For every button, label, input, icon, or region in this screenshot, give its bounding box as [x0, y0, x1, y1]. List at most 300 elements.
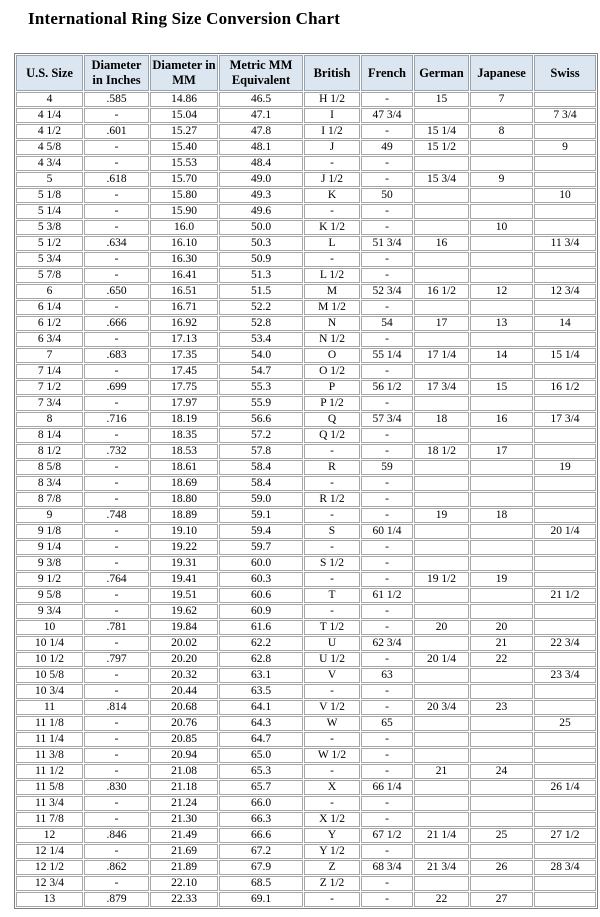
table-cell: 56.6 — [219, 412, 303, 427]
table-cell — [534, 156, 596, 171]
table-cell: 15.40 — [150, 140, 218, 155]
table-cell: 4 5/8 — [16, 140, 83, 155]
column-header: U.S. Size — [16, 55, 83, 91]
table-row — [16, 540, 596, 555]
table-cell: 8 1/4 — [16, 428, 83, 443]
table-cell: U 1/2 — [304, 652, 360, 667]
table-cell: 15.27 — [150, 124, 218, 139]
table-cell: 64.7 — [219, 732, 303, 747]
table-cell: 14.86 — [150, 92, 218, 107]
table-cell — [414, 636, 469, 651]
table-cell — [534, 124, 596, 139]
table-cell: 53.4 — [219, 332, 303, 347]
table-cell: 49 — [361, 140, 413, 155]
table-cell: 10 — [534, 188, 596, 203]
table-cell: 58.4 — [219, 460, 303, 475]
table-row — [16, 252, 596, 267]
table-cell: 11 3/4 — [534, 236, 596, 251]
table-cell: 47.1 — [219, 108, 303, 123]
table-cell: 17.75 — [150, 380, 218, 395]
table-cell — [470, 796, 533, 811]
table-cell: - — [84, 204, 149, 219]
table-cell: V 1/2 — [304, 700, 360, 715]
table-cell — [534, 572, 596, 587]
table-cell: - — [361, 204, 413, 219]
table-cell: 21.49 — [150, 828, 218, 843]
table-cell: - — [84, 396, 149, 411]
table-cell: 7 3/4 — [534, 108, 596, 123]
table-row — [16, 716, 596, 731]
table-cell: 16 1/2 — [414, 284, 469, 299]
table-cell: .618 — [84, 172, 149, 187]
table-cell: Y 1/2 — [304, 844, 360, 859]
column-header: Metric MM Equivalent — [219, 55, 303, 91]
table-cell: - — [84, 140, 149, 155]
table-cell — [470, 428, 533, 443]
table-cell: 52.2 — [219, 300, 303, 315]
table-cell — [414, 540, 469, 555]
table-cell: - — [84, 732, 149, 747]
table-cell — [470, 156, 533, 171]
table-row — [16, 476, 596, 491]
table-cell — [534, 700, 596, 715]
table-cell — [470, 204, 533, 219]
table-cell — [414, 556, 469, 571]
table-cell: 68.5 — [219, 876, 303, 891]
table-cell: 63.5 — [219, 684, 303, 699]
table-cell: 19.84 — [150, 620, 218, 635]
table-cell — [470, 108, 533, 123]
table-cell: 51 3/4 — [361, 236, 413, 251]
table-cell — [470, 716, 533, 731]
table-row — [16, 188, 596, 203]
table-cell — [470, 364, 533, 379]
table-cell: - — [84, 604, 149, 619]
table-cell: 60.3 — [219, 572, 303, 587]
table-cell: 47.8 — [219, 124, 303, 139]
table-cell: 18.19 — [150, 412, 218, 427]
table-cell: 20.32 — [150, 668, 218, 683]
table-cell — [470, 188, 533, 203]
table-cell — [470, 812, 533, 827]
table-cell: 12 3/4 — [534, 284, 596, 299]
table-cell: - — [304, 732, 360, 747]
table-cell: 11 1/4 — [16, 732, 83, 747]
table-cell: 19.62 — [150, 604, 218, 619]
table-cell: 50.9 — [219, 252, 303, 267]
table-cell: - — [84, 844, 149, 859]
table-cell: 8 — [470, 124, 533, 139]
table-cell: 13 — [470, 316, 533, 331]
table-cell: 16.41 — [150, 268, 218, 283]
table-cell: 20 — [470, 620, 533, 635]
table-cell — [470, 876, 533, 891]
table-cell: - — [361, 572, 413, 587]
table-cell: 22.33 — [150, 892, 218, 907]
table-cell — [534, 876, 596, 891]
table-cell: 8 1/2 — [16, 444, 83, 459]
table-cell: .748 — [84, 508, 149, 523]
table-cell: R 1/2 — [304, 492, 360, 507]
table-cell: 18.69 — [150, 476, 218, 491]
table-row — [16, 572, 596, 587]
table-cell: P 1/2 — [304, 396, 360, 411]
table-cell — [534, 764, 596, 779]
table-row — [16, 92, 596, 107]
table-cell: 26 — [470, 860, 533, 875]
table-cell — [414, 524, 469, 539]
table-cell: 63 — [361, 668, 413, 683]
table-cell: X — [304, 780, 360, 795]
table-cell: 9 1/4 — [16, 540, 83, 555]
table-cell: 7 — [470, 92, 533, 107]
table-cell: .862 — [84, 860, 149, 875]
table-cell — [414, 604, 469, 619]
table-cell — [534, 748, 596, 763]
table-row — [16, 460, 596, 475]
table-row — [16, 892, 596, 907]
table-cell: 15 — [414, 92, 469, 107]
table-cell: 16.10 — [150, 236, 218, 251]
table-cell: - — [361, 684, 413, 699]
table-cell: 68 3/4 — [361, 860, 413, 875]
table-cell: - — [361, 444, 413, 459]
table-cell: 5 1/8 — [16, 188, 83, 203]
table-cell: 18 — [470, 508, 533, 523]
table-row — [16, 700, 596, 715]
column-header: Diameter in MM — [150, 55, 218, 91]
table-cell: .830 — [84, 780, 149, 795]
table-cell: 15 — [470, 380, 533, 395]
table-cell: - — [84, 188, 149, 203]
table-cell: 12 1/4 — [16, 844, 83, 859]
table-cell: 48.1 — [219, 140, 303, 155]
table-cell: 16.30 — [150, 252, 218, 267]
table-cell: 55.3 — [219, 380, 303, 395]
table-cell: 21 — [470, 636, 533, 651]
table-cell: .666 — [84, 316, 149, 331]
table-row — [16, 284, 596, 299]
table-cell: 17 1/4 — [414, 348, 469, 363]
table-cell: 20.85 — [150, 732, 218, 747]
table-row — [16, 300, 596, 315]
table-row — [16, 732, 596, 747]
table-cell: .716 — [84, 412, 149, 427]
table-cell: 49.0 — [219, 172, 303, 187]
table-cell: - — [361, 764, 413, 779]
table-cell — [534, 812, 596, 827]
table-cell: - — [84, 492, 149, 507]
table-cell: .601 — [84, 124, 149, 139]
table-cell: 67 1/2 — [361, 828, 413, 843]
table-cell: 19.31 — [150, 556, 218, 571]
table-cell: 9 3/8 — [16, 556, 83, 571]
table-cell — [470, 476, 533, 491]
table-cell: 7 3/4 — [16, 396, 83, 411]
table-cell: 57.2 — [219, 428, 303, 443]
table-cell: 10 3/4 — [16, 684, 83, 699]
table-cell — [534, 476, 596, 491]
table-cell: - — [84, 332, 149, 347]
table-row — [16, 780, 596, 795]
table-cell — [534, 332, 596, 347]
table-cell: 16.0 — [150, 220, 218, 235]
table-body — [16, 92, 596, 907]
table-cell: - — [304, 684, 360, 699]
table-cell: 57 3/4 — [361, 412, 413, 427]
table-cell: 21.30 — [150, 812, 218, 827]
table-cell: - — [84, 476, 149, 491]
table-cell: - — [361, 700, 413, 715]
table-cell: W 1/2 — [304, 748, 360, 763]
table-cell: 5 1/4 — [16, 204, 83, 219]
table-cell: 65.0 — [219, 748, 303, 763]
table-cell: 17.97 — [150, 396, 218, 411]
table-cell: T 1/2 — [304, 620, 360, 635]
table-cell — [414, 748, 469, 763]
table-row — [16, 396, 596, 411]
table-cell: 65.7 — [219, 780, 303, 795]
table-cell: 21 1/2 — [534, 588, 596, 603]
table-cell: 15.70 — [150, 172, 218, 187]
table-cell — [414, 396, 469, 411]
table-cell: - — [84, 556, 149, 571]
table-cell: 18 — [414, 412, 469, 427]
table-cell: - — [84, 812, 149, 827]
table-cell: 8 7/8 — [16, 492, 83, 507]
table-cell: - — [304, 508, 360, 523]
table-cell: 5 1/2 — [16, 236, 83, 251]
table-cell — [414, 156, 469, 171]
table-row — [16, 620, 596, 635]
table-cell: .699 — [84, 380, 149, 395]
table-cell: 64.3 — [219, 716, 303, 731]
table-cell: 23 — [470, 700, 533, 715]
table-cell: 54.0 — [219, 348, 303, 363]
table-cell — [534, 652, 596, 667]
table-cell: 66.3 — [219, 812, 303, 827]
table-cell: 59.4 — [219, 524, 303, 539]
table-cell — [470, 556, 533, 571]
table-cell — [470, 140, 533, 155]
table-cell: S — [304, 524, 360, 539]
table-cell: - — [304, 204, 360, 219]
table-cell: - — [361, 732, 413, 747]
table-row — [16, 316, 596, 331]
table-cell: M 1/2 — [304, 300, 360, 315]
table-cell: 19 — [414, 508, 469, 523]
table-cell: 9 — [16, 508, 83, 523]
table-row — [16, 508, 596, 523]
table-cell: 62 3/4 — [361, 636, 413, 651]
table-cell: 4 1/4 — [16, 108, 83, 123]
table-cell: 12 — [470, 284, 533, 299]
table-cell: - — [361, 220, 413, 235]
table-cell: 10 5/8 — [16, 668, 83, 683]
table-cell: 47 3/4 — [361, 108, 413, 123]
table-cell: - — [84, 716, 149, 731]
table-cell: S 1/2 — [304, 556, 360, 571]
table-cell: V — [304, 668, 360, 683]
table-cell: 17.13 — [150, 332, 218, 347]
table-row — [16, 204, 596, 219]
table-cell: - — [361, 268, 413, 283]
table-cell: 52 3/4 — [361, 284, 413, 299]
table-cell — [414, 300, 469, 315]
table-cell: 10 — [16, 620, 83, 635]
table-cell: 62.2 — [219, 636, 303, 651]
table-cell: 20 3/4 — [414, 700, 469, 715]
table-header — [16, 55, 596, 91]
table-cell — [470, 732, 533, 747]
table-cell — [470, 236, 533, 251]
table-cell — [470, 844, 533, 859]
table-cell: 21.18 — [150, 780, 218, 795]
table-cell: - — [84, 364, 149, 379]
table-cell: 11 7/8 — [16, 812, 83, 827]
table-cell: - — [84, 540, 149, 555]
table-cell — [414, 796, 469, 811]
table-cell: 8 3/4 — [16, 476, 83, 491]
table-cell: 13 — [16, 892, 83, 907]
table-cell: - — [84, 764, 149, 779]
table-row — [16, 124, 596, 139]
table-cell: - — [304, 156, 360, 171]
table-cell: 26 1/4 — [534, 780, 596, 795]
table-cell: 11 3/4 — [16, 796, 83, 811]
table-cell: 25 — [470, 828, 533, 843]
table-cell — [414, 732, 469, 747]
table-cell: M — [304, 284, 360, 299]
table-cell: 27 1/2 — [534, 828, 596, 843]
table-row — [16, 444, 596, 459]
table-cell: 5 3/8 — [16, 220, 83, 235]
table-cell — [534, 92, 596, 107]
table-cell: N 1/2 — [304, 332, 360, 347]
table-cell: .814 — [84, 700, 149, 715]
table-cell: Y — [304, 828, 360, 843]
table-cell — [534, 604, 596, 619]
table-cell: 66 1/4 — [361, 780, 413, 795]
table-cell: 19.10 — [150, 524, 218, 539]
table-cell — [470, 332, 533, 347]
table-cell: Q — [304, 412, 360, 427]
table-cell: 59.7 — [219, 540, 303, 555]
table-cell: 20.68 — [150, 700, 218, 715]
table-cell: K 1/2 — [304, 220, 360, 235]
table-cell: .683 — [84, 348, 149, 363]
table-cell — [470, 252, 533, 267]
table-cell: T — [304, 588, 360, 603]
table-cell: 61.6 — [219, 620, 303, 635]
table-cell: 67.2 — [219, 844, 303, 859]
table-cell: 50.0 — [219, 220, 303, 235]
table-cell: J 1/2 — [304, 172, 360, 187]
table-cell: 11 3/8 — [16, 748, 83, 763]
table-cell: O — [304, 348, 360, 363]
table-row — [16, 748, 596, 763]
table-cell: .650 — [84, 284, 149, 299]
table-cell — [534, 428, 596, 443]
table-cell: 63.1 — [219, 668, 303, 683]
table-cell: - — [361, 748, 413, 763]
table-cell: 20 — [414, 620, 469, 635]
table-cell — [414, 108, 469, 123]
table-cell: P — [304, 380, 360, 395]
table-cell: 18.80 — [150, 492, 218, 507]
table-cell: .764 — [84, 572, 149, 587]
table-cell: 7 1/2 — [16, 380, 83, 395]
table-cell — [470, 604, 533, 619]
table-cell — [414, 252, 469, 267]
table-cell: - — [361, 540, 413, 555]
table-cell: 11 1/2 — [16, 764, 83, 779]
table-cell: 52.8 — [219, 316, 303, 331]
table-cell: - — [84, 668, 149, 683]
table-cell: 18 1/2 — [414, 444, 469, 459]
table-cell: - — [361, 300, 413, 315]
table-cell: 20.94 — [150, 748, 218, 763]
table-cell: - — [361, 364, 413, 379]
table-cell: O 1/2 — [304, 364, 360, 379]
table-cell: I — [304, 108, 360, 123]
table-cell: W — [304, 716, 360, 731]
table-cell: - — [84, 636, 149, 651]
table-cell: 20.02 — [150, 636, 218, 651]
table-row — [16, 268, 596, 283]
table-cell: - — [361, 124, 413, 139]
table-cell: - — [361, 492, 413, 507]
table-row — [16, 492, 596, 507]
table-cell: 21 1/4 — [414, 828, 469, 843]
table-cell: 60.0 — [219, 556, 303, 571]
table-cell: 64.1 — [219, 700, 303, 715]
table-cell — [470, 748, 533, 763]
column-header: British — [304, 55, 360, 91]
table-cell — [470, 524, 533, 539]
table-cell: - — [361, 876, 413, 891]
table-row — [16, 604, 596, 619]
table-row — [16, 684, 596, 699]
table-cell: 19 1/2 — [414, 572, 469, 587]
table-cell: 19 — [534, 460, 596, 475]
table-cell: - — [361, 812, 413, 827]
table-cell: - — [361, 92, 413, 107]
table-cell: 65 — [361, 716, 413, 731]
table-cell: 17 3/4 — [414, 380, 469, 395]
table-cell: - — [304, 764, 360, 779]
table-cell: 12 — [16, 828, 83, 843]
table-cell: 16.71 — [150, 300, 218, 315]
table-cell: 55.9 — [219, 396, 303, 411]
table-cell: 16 1/2 — [534, 380, 596, 395]
table-row — [16, 812, 596, 827]
table-cell — [470, 268, 533, 283]
table-cell: 22 3/4 — [534, 636, 596, 651]
table-row — [16, 412, 596, 427]
table-cell: .797 — [84, 652, 149, 667]
table-cell: 55 1/4 — [361, 348, 413, 363]
table-cell: 7 — [16, 348, 83, 363]
table-cell: 59 — [361, 460, 413, 475]
table-cell: 17.35 — [150, 348, 218, 363]
table-cell: 9 5/8 — [16, 588, 83, 603]
table-cell: 66.0 — [219, 796, 303, 811]
table-cell: 54 — [361, 316, 413, 331]
table-cell: 17.45 — [150, 364, 218, 379]
table-cell: 20.20 — [150, 652, 218, 667]
table-cell: 28 3/4 — [534, 860, 596, 875]
